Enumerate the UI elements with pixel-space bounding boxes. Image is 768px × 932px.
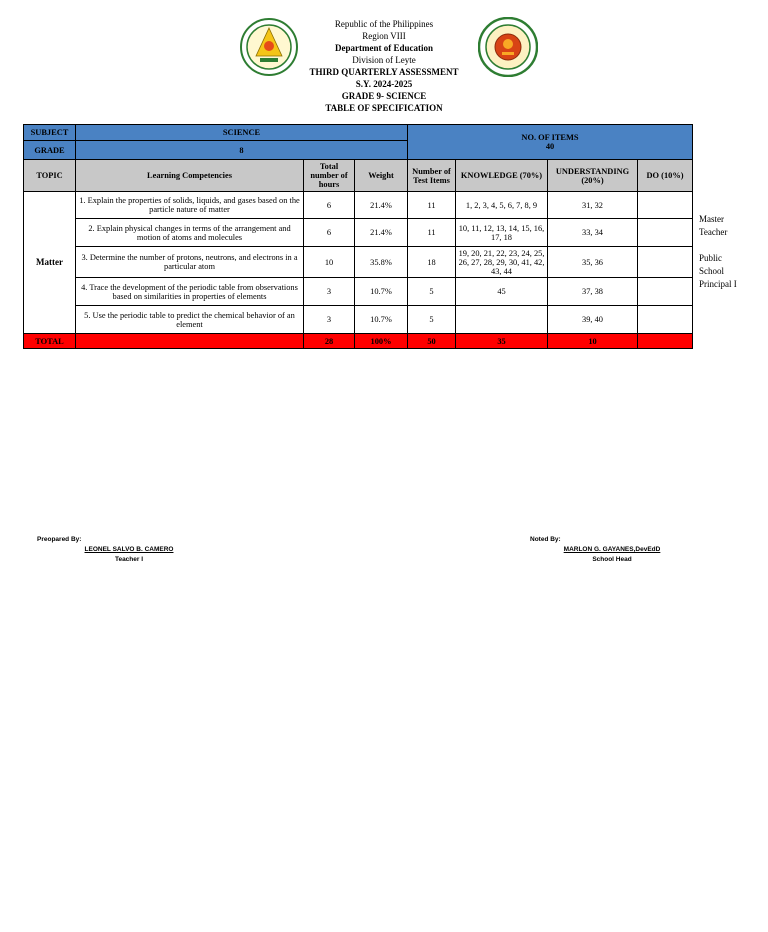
header-department: Department of Education	[335, 43, 433, 53]
grade-value: 8	[76, 141, 408, 160]
col-header-hours: Total number of hours	[304, 160, 355, 192]
noted-by-block	[556, 545, 668, 565]
table-row	[24, 247, 693, 278]
competency-cell: 4. Trace the development of the periodic table from observations based on similarities in properties of elements	[76, 278, 304, 306]
knowledge-cell: 10, 11, 12, 13, 14, 15, 16, 17, 18	[456, 219, 548, 247]
prepared-by-title: Teacher I	[114, 556, 144, 563]
col-header-understanding: UNDERSTANDING (20%)	[548, 160, 638, 192]
total-knowledge: 35	[456, 334, 548, 349]
knowledge-cell: 45	[456, 278, 548, 306]
prepared-by-label: Preopared By:	[37, 536, 82, 543]
noted-by-name: MARLON G. GAYANES,DevEdD	[563, 546, 661, 553]
header-assessment: THIRD QUARTERLY ASSESSMENT	[309, 67, 459, 77]
topic-cell: Matter	[24, 192, 76, 334]
prepared-by-block	[82, 545, 176, 565]
total-hours: 28	[304, 334, 355, 349]
total-items: 50	[408, 334, 456, 349]
header-region: Region VIII	[362, 31, 406, 41]
col-header-do: DO (10%)	[638, 160, 693, 192]
col-header-competencies: Learning Competencies	[76, 160, 304, 192]
header-school-year: S.Y. 2024-2025	[355, 79, 413, 89]
knowledge-cell: 19, 20, 21, 22, 23, 24, 25, 26, 27, 28, 29, 30, 41, 42, 43, 44	[456, 247, 548, 278]
competency-cell: 3. Determine the number of protons, neutrons, and electrons in a particular atom	[76, 247, 304, 278]
hours-cell: 10	[304, 247, 355, 278]
knowledge-cell: 1, 2, 3, 4, 5, 6, 7, 8, 9	[456, 192, 548, 219]
weight-cell: 10.7%	[355, 306, 408, 334]
side-note-master-teacher: Master Teacher	[699, 214, 728, 237]
understanding-cell: 31, 32	[548, 192, 638, 219]
do-cell	[638, 306, 693, 334]
understanding-cell: 37, 38	[548, 278, 638, 306]
no-of-items-label: NO. OF ITEMS	[521, 133, 579, 142]
table-row	[24, 192, 693, 219]
header-republic: Republic of the Philippines	[334, 19, 434, 29]
subject-label: SUBJECT	[24, 125, 76, 141]
hours-cell: 6	[304, 219, 355, 247]
understanding-cell: 33, 34	[548, 219, 638, 247]
no-of-items-value: 40	[545, 142, 555, 151]
items-cell: 11	[408, 219, 456, 247]
knowledge-cell	[456, 306, 548, 334]
noted-by-label: Noted By:	[530, 536, 561, 543]
competency-cell: 1. Explain the properties of solids, liquids, and gases based on the particle nature of matter	[76, 192, 304, 219]
hours-cell: 3	[304, 278, 355, 306]
weight-cell: 21.4%	[355, 192, 408, 219]
items-cell: 11	[408, 192, 456, 219]
do-cell	[638, 278, 693, 306]
table-row	[24, 306, 693, 334]
understanding-cell: 35, 36	[548, 247, 638, 278]
competency-cell: 5. Use the periodic table to predict the chemical behavior of an element	[76, 306, 304, 334]
header-table-title: TABLE OF SPECIFICATION	[325, 103, 443, 113]
header-grade-subject: GRADE 9- SCIENCE	[341, 91, 427, 101]
weight-cell: 21.4%	[355, 219, 408, 247]
items-cell: 5	[408, 306, 456, 334]
weight-cell: 35.8%	[355, 247, 408, 278]
col-header-test-items: Number of Test Items	[408, 160, 456, 192]
total-weight: 100%	[355, 334, 408, 349]
subject-value: SCIENCE	[76, 125, 408, 141]
weight-cell: 10.7%	[355, 278, 408, 306]
col-header-topic: TOPIC	[24, 160, 76, 192]
items-cell: 5	[408, 278, 456, 306]
do-cell	[638, 192, 693, 219]
do-cell	[638, 219, 693, 247]
understanding-cell: 39, 40	[548, 306, 638, 334]
total-do	[638, 334, 693, 349]
side-note-principal: Public School Principal I	[699, 253, 737, 289]
do-cell	[638, 247, 693, 278]
col-header-knowledge: KNOWLEDGE (70%)	[456, 160, 548, 192]
items-cell: 18	[408, 247, 456, 278]
prepared-by-name: LEONEL SALVO B. CAMERO	[84, 546, 174, 553]
total-row	[24, 334, 693, 349]
document-header	[0, 18, 768, 114]
no-of-items-cell	[408, 125, 693, 160]
noted-by-title: School Head	[592, 556, 632, 563]
col-header-weight: Weight	[355, 160, 408, 192]
grade-label: GRADE	[24, 141, 76, 160]
competency-cell: 2. Explain physical changes in terms of the arrangement and motion of atoms and molecules	[76, 219, 304, 247]
total-label: TOTAL	[24, 334, 76, 349]
table-row	[24, 219, 693, 247]
hours-cell: 3	[304, 306, 355, 334]
hours-cell: 6	[304, 192, 355, 219]
table-row	[24, 278, 693, 306]
total-understanding: 10	[548, 334, 638, 349]
total-competency	[76, 334, 304, 349]
header-division: Division of Leyte	[352, 55, 416, 65]
table-of-specification	[23, 124, 693, 349]
